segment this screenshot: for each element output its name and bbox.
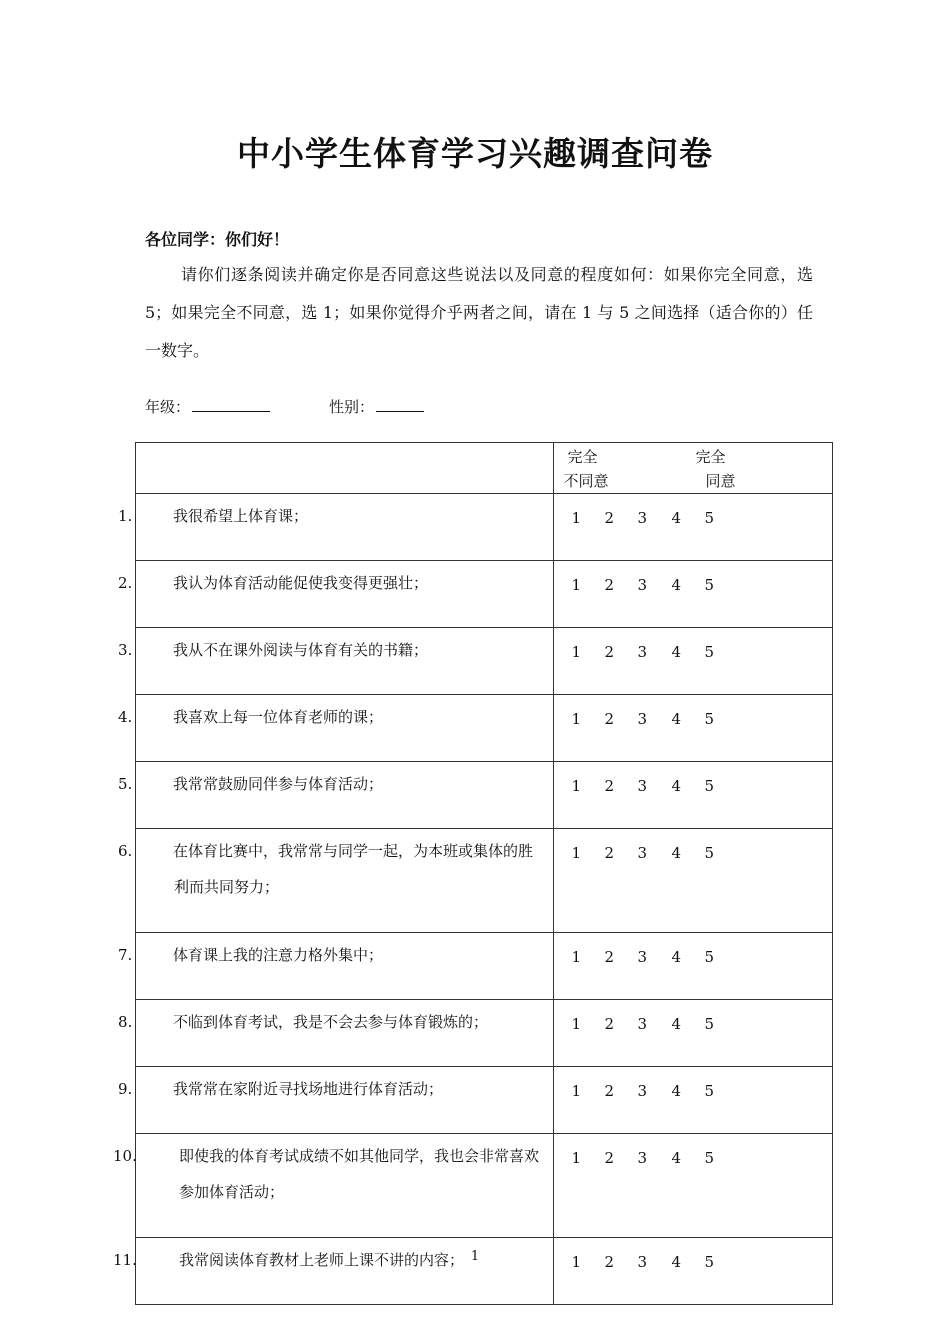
question-cell — [118, 762, 554, 829]
question-row — [136, 1000, 833, 1067]
scale-option-4[interactable]: 4 — [671, 1149, 682, 1167]
scale-header-cell — [553, 443, 832, 494]
scale-option-5[interactable]: 5 — [704, 576, 715, 594]
scale-option-5[interactable]: 5 — [704, 1015, 715, 1033]
question-cell — [118, 494, 554, 561]
question-text: 在体育比赛中，我常常与同学一起，为本班或集体的胜利而共同努力； — [173, 842, 534, 896]
question-text: 我常阅读体育教材上老师上课不讲的内容； — [179, 1251, 465, 1269]
scale-cell — [553, 494, 832, 561]
scale-option-3[interactable]: 3 — [637, 576, 648, 594]
scale-option-2[interactable]: 2 — [604, 844, 615, 862]
question-number: 6. — [118, 842, 133, 860]
question-text: 我常常鼓励同伴参与体育活动； — [173, 775, 384, 793]
scale-option-3[interactable]: 3 — [637, 710, 648, 728]
scale-cell — [553, 933, 832, 1000]
scale-option-2[interactable]: 2 — [604, 777, 615, 795]
survey-table — [113, 442, 833, 1305]
grade-blank[interactable] — [192, 397, 270, 412]
scale-option-3[interactable]: 3 — [637, 844, 648, 862]
scale-option-5[interactable]: 5 — [704, 777, 715, 795]
scale-option-1[interactable]: 1 — [571, 576, 582, 594]
scale-cell — [553, 1134, 832, 1238]
question-number: 5. — [118, 775, 133, 793]
question-text: 我认为体育活动能促使我变得更强壮； — [173, 574, 429, 592]
question-text: 不临到体育考试，我是不会去参与体育锻炼的； — [173, 1013, 489, 1031]
scale-option-2[interactable]: 2 — [604, 1253, 615, 1271]
scale-option-4[interactable]: 4 — [671, 948, 682, 966]
question-number: 2. — [118, 574, 133, 592]
question-number: 3. — [118, 641, 133, 659]
page-title: 中小学生体育学习兴趣调查问卷 — [237, 134, 713, 173]
scale-cell — [553, 561, 832, 628]
scale-cell — [553, 1067, 832, 1134]
question-row — [136, 1067, 833, 1134]
scale-option-3[interactable]: 3 — [637, 1015, 648, 1033]
scale-cell — [553, 762, 832, 829]
gender-blank[interactable] — [376, 397, 424, 412]
gender-label: 性别： — [329, 398, 375, 416]
question-row — [136, 695, 833, 762]
scale-option-5[interactable]: 5 — [704, 1082, 715, 1100]
page-number: 1 — [470, 1249, 480, 1264]
scale-option-2[interactable]: 2 — [604, 509, 615, 527]
question-header-cell — [136, 443, 554, 494]
question-number: 11. — [113, 1251, 137, 1269]
scale-option-3[interactable]: 3 — [637, 1082, 648, 1100]
scale-option-4[interactable]: 4 — [671, 643, 682, 661]
question-text: 即使我的体育考试成绩不如其他同学，我也会非常喜欢参加体育活动； — [179, 1147, 540, 1201]
scale-left-line2: 不同意 — [563, 472, 609, 490]
scale-option-4[interactable]: 4 — [671, 509, 682, 527]
scale-left-line1: 完全 — [567, 448, 598, 466]
scale-right-line1: 完全 — [695, 448, 726, 466]
question-text: 我常常在家附近寻找场地进行体育活动； — [173, 1080, 444, 1098]
table-header-row — [136, 443, 833, 494]
greeting: 各位同学：你们好！ — [145, 230, 290, 249]
question-cell — [118, 829, 554, 933]
scale-option-5[interactable]: 5 — [704, 948, 715, 966]
scale-option-3[interactable]: 3 — [637, 777, 648, 795]
question-cell — [118, 695, 554, 762]
scale-option-2[interactable]: 2 — [604, 1082, 615, 1100]
scale-option-1[interactable]: 1 — [571, 509, 582, 527]
scale-option-4[interactable]: 4 — [671, 777, 682, 795]
scale-option-2[interactable]: 2 — [604, 643, 615, 661]
question-row — [136, 561, 833, 628]
question-row — [136, 933, 833, 1000]
question-number: 8. — [118, 1013, 133, 1031]
question-row — [136, 1238, 833, 1305]
question-cell — [118, 1000, 554, 1067]
grade-label: 年级： — [145, 398, 191, 416]
scale-option-1[interactable]: 1 — [571, 643, 582, 661]
scale-option-4[interactable]: 4 — [671, 1253, 682, 1271]
question-cell — [118, 628, 554, 695]
scale-option-2[interactable]: 2 — [604, 948, 615, 966]
scale-option-1[interactable]: 1 — [571, 777, 582, 795]
scale-option-1[interactable]: 1 — [571, 948, 582, 966]
scale-option-1[interactable]: 1 — [571, 1082, 582, 1100]
question-cell — [113, 1134, 554, 1238]
scale-option-5[interactable]: 5 — [704, 710, 715, 728]
question-number: 9. — [118, 1080, 133, 1098]
question-cell — [113, 1238, 554, 1305]
question-cell — [118, 561, 554, 628]
scale-option-3[interactable]: 3 — [637, 643, 648, 661]
question-number: 4. — [118, 708, 133, 726]
scale-option-5[interactable]: 5 — [704, 844, 715, 862]
question-text: 体育课上我的注意力格外集中； — [173, 946, 384, 964]
question-number: 1. — [118, 507, 133, 525]
scale-option-3[interactable]: 3 — [637, 1149, 648, 1167]
scale-option-1[interactable]: 1 — [571, 710, 582, 728]
scale-cell — [553, 628, 832, 695]
instructions-paragraph: 请你们逐条阅读并确定你是否同意这些说法以及同意的程度如何：如果你完全同意，选 5；如果完全不同意，选 1；如果你觉得介乎两者之间，请在 1 与 5 之间选择（适合你的）任一数字。 — [145, 265, 813, 360]
scale-option-1[interactable]: 1 — [571, 844, 582, 862]
scale-option-2[interactable]: 2 — [604, 1149, 615, 1167]
question-text: 我从不在课外阅读与体育有关的书籍； — [173, 641, 429, 659]
question-number: 7. — [118, 946, 133, 964]
scale-option-2[interactable]: 2 — [604, 1015, 615, 1033]
scale-option-5[interactable]: 5 — [704, 643, 715, 661]
scale-option-4[interactable]: 4 — [671, 844, 682, 862]
scale-option-3[interactable]: 3 — [637, 1253, 648, 1271]
scale-option-4[interactable]: 4 — [671, 710, 682, 728]
question-cell — [118, 1067, 554, 1134]
scale-option-5[interactable]: 5 — [704, 1253, 715, 1271]
question-row — [136, 762, 833, 829]
scale-option-2[interactable]: 2 — [604, 576, 615, 594]
grade-field — [145, 396, 270, 417]
question-row — [136, 628, 833, 695]
scale-cell — [553, 1000, 832, 1067]
scale-option-1[interactable]: 1 — [571, 1253, 582, 1271]
question-row — [136, 829, 833, 933]
question-row — [136, 1134, 833, 1238]
scale-option-5[interactable]: 5 — [704, 1149, 715, 1167]
question-number: 10. — [113, 1147, 137, 1165]
scale-option-4[interactable]: 4 — [671, 1082, 682, 1100]
scale-option-1[interactable]: 1 — [571, 1015, 582, 1033]
scale-right-line2: 同意 — [705, 472, 736, 490]
scale-option-4[interactable]: 4 — [671, 576, 682, 594]
scale-option-3[interactable]: 3 — [637, 509, 648, 527]
scale-option-5[interactable]: 5 — [704, 509, 715, 527]
scale-cell — [553, 1238, 832, 1305]
scale-option-3[interactable]: 3 — [637, 948, 648, 966]
scale-option-2[interactable]: 2 — [604, 710, 615, 728]
scale-cell — [553, 695, 832, 762]
question-text: 我喜欢上每一位体育老师的课； — [173, 708, 384, 726]
scale-option-4[interactable]: 4 — [671, 1015, 682, 1033]
question-row — [136, 494, 833, 561]
scale-option-1[interactable]: 1 — [571, 1149, 582, 1167]
question-cell — [118, 933, 554, 1000]
scale-cell — [553, 829, 832, 933]
gender-field — [329, 396, 424, 417]
question-text: 我很希望上体育课； — [173, 507, 309, 525]
